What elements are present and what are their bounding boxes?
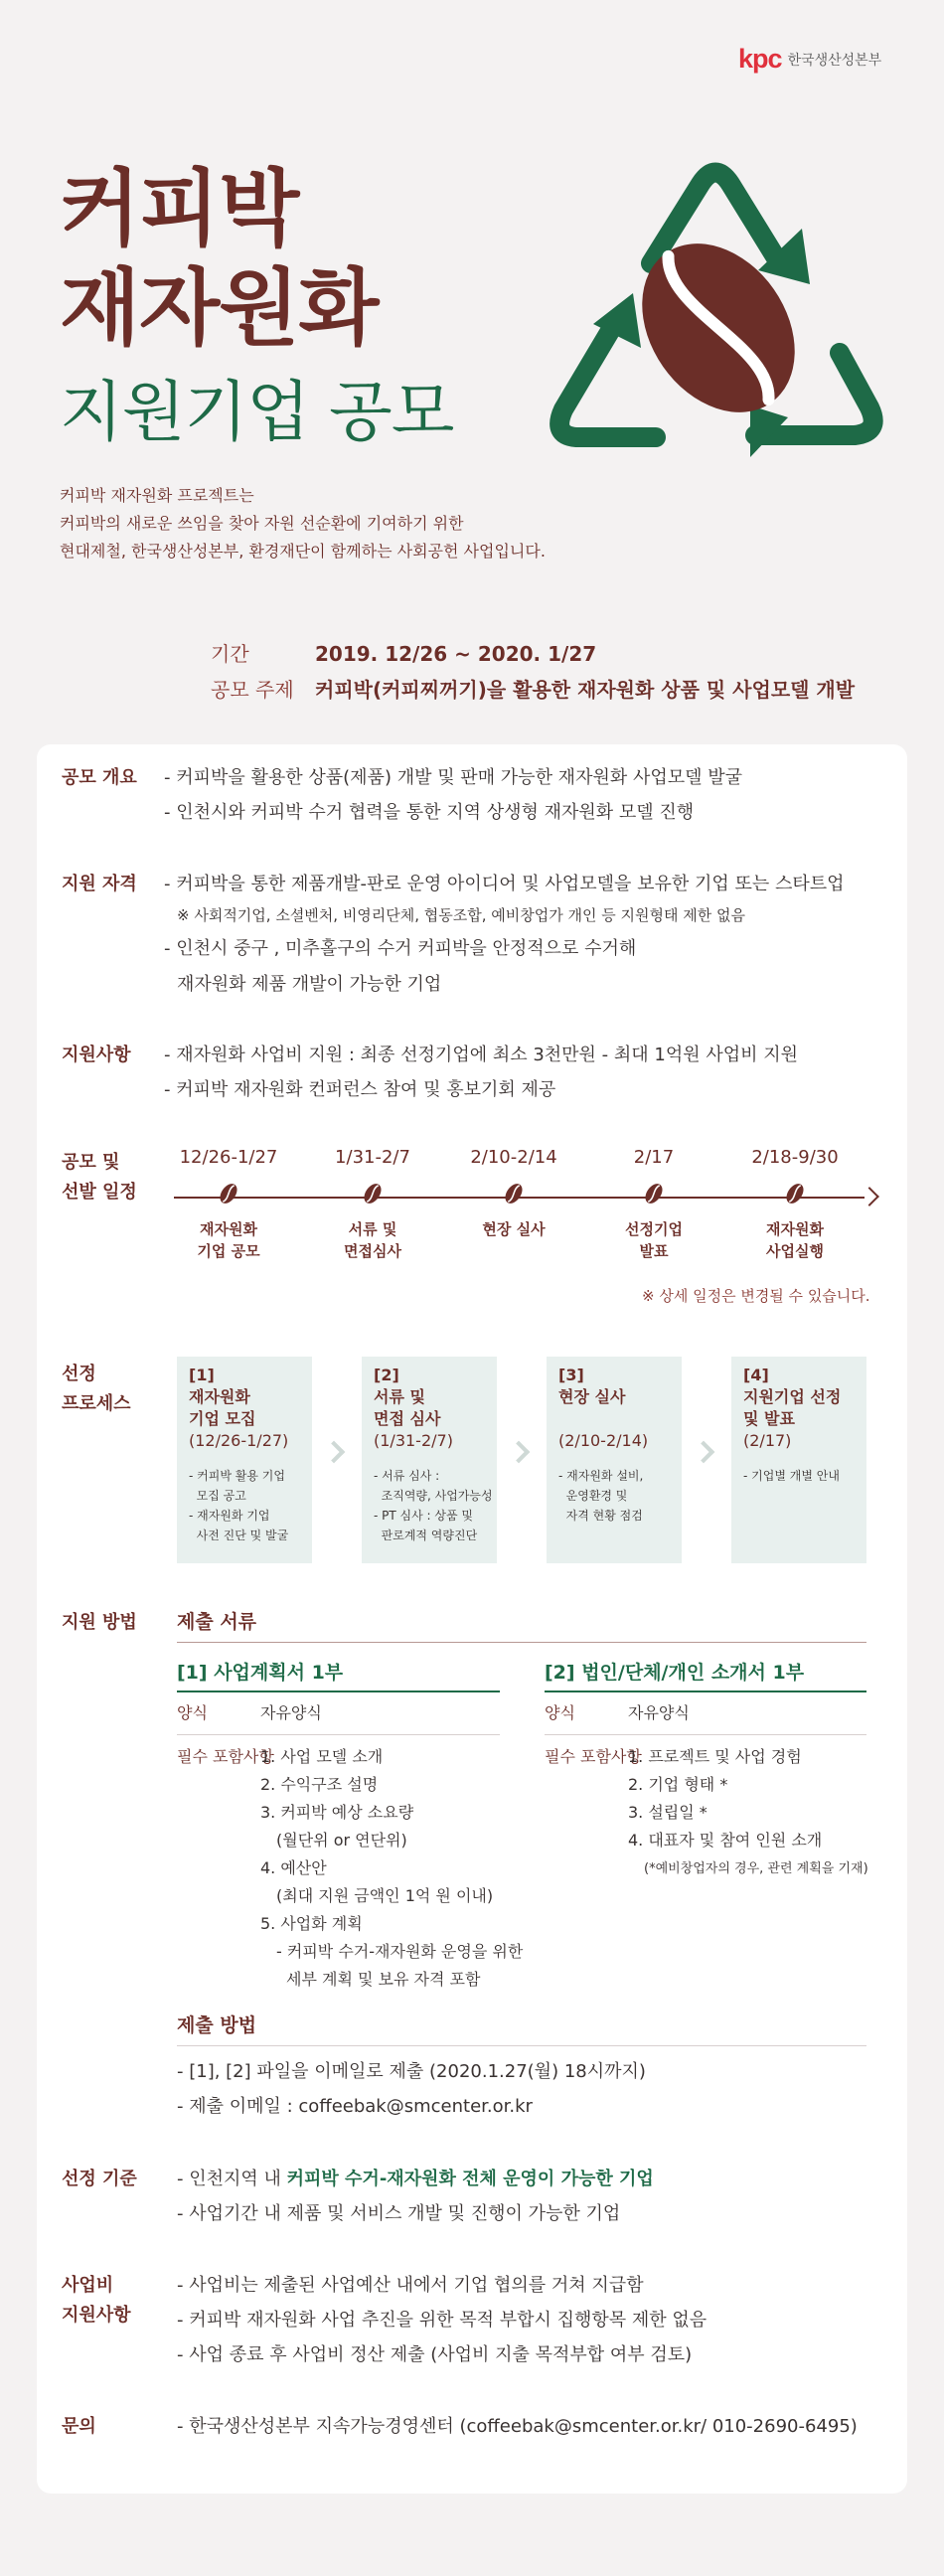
format-key: 양식	[545, 1703, 575, 1722]
step-desc	[189, 1466, 300, 1545]
doc-item: 3. 커피박 예상 소요량	[260, 1803, 414, 1822]
doc-item: 3. 설립일 *	[628, 1803, 708, 1822]
submit-line: - [1], [2] 파일을 이메일로 제출 (2020.1.27(월) 18시까지)	[177, 2061, 646, 2082]
divider	[177, 1642, 866, 1643]
budget-label	[62, 2271, 131, 2331]
doc-item: 1. 사업 모델 소개	[260, 1747, 384, 1766]
doc-item: 5. 사업화 계획	[260, 1914, 363, 1933]
process-step-3	[547, 1357, 682, 1563]
intro-line: 현대제철, 한국생산성본부, 환경재단이 함께하는 사회공헌 사업입니다.	[60, 542, 546, 561]
timeline-item	[159, 1143, 298, 1262]
doc-item: 2. 기업 형태 *	[628, 1775, 728, 1794]
doc1-head: [1] 사업계획서 1부	[177, 1662, 344, 1684]
timeline-item	[303, 1143, 442, 1262]
hero-subtitle: 지원기업 공모	[60, 374, 454, 450]
overview-line: - 인천시와 커피박 수거 협력을 통한 지역 상생형 재자원화 모델 진행	[164, 802, 695, 823]
timeline-label-line: 재자원화	[766, 1220, 824, 1238]
step-desc	[558, 1466, 670, 1526]
budget-label-line: 사업비	[62, 2275, 114, 2296]
step-desc-line: - 커피박 활용 기업	[189, 1469, 285, 1483]
schedule-note: ※ 상세 일정은 변경될 수 있습니다.	[642, 1287, 870, 1305]
timeline-date: 2/10-2/14	[470, 1147, 557, 1168]
doc-item: 4. 대표자 및 참여 인원 소개	[628, 1831, 823, 1850]
req-key-line: 포함사항	[580, 1747, 642, 1766]
process-step-4	[731, 1357, 866, 1563]
overview-label: 공모 개요	[62, 767, 137, 788]
timeline-label	[725, 1218, 865, 1262]
format-value: 자유양식	[628, 1703, 690, 1722]
theme-label: 공모 주제	[211, 678, 294, 702]
period-block	[211, 636, 855, 708]
divider	[545, 1690, 866, 1692]
support-label: 지원사항	[62, 1045, 131, 1065]
budget-line: - 커피박 재자원화 사업 추진을 위한 목적 부합시 집행항목 제한 없음	[177, 2310, 708, 2331]
timeline-label	[444, 1218, 583, 1240]
req-key-line: 포함사항	[213, 1747, 274, 1766]
format-value: 자유양식	[260, 1703, 322, 1722]
hero-title-line2: 재자원화	[60, 259, 379, 357]
criteria-line: - 사업기간 내 제품 및 서비스 개발 및 진행이 가능한 기업	[177, 2203, 621, 2224]
schedule-label-line: 공모 및	[62, 1152, 120, 1173]
doc-item: 2. 수익구조 설명	[260, 1775, 379, 1794]
schedule-label	[62, 1148, 137, 1208]
overview-line: - 커피박을 활용한 상품(제품) 개발 및 판매 가능한 재자원화 사업모델 발굴	[164, 767, 743, 788]
doc-item: 세부 계획 및 보유 자격 포함	[286, 1970, 481, 1989]
eligibility-line: - 커피박을 통한 제품개발-판로 운영 아이디어 및 사업모델을 보유한 기업 또는 스타트업	[164, 874, 845, 894]
theme-value: 커피박(커피찌꺼기)을 활용한 재자원화 상품 및 사업모델 개발	[315, 678, 856, 702]
schedule-label-line: 선발 일정	[62, 1182, 137, 1203]
method-label: 지원 방법	[62, 1612, 137, 1633]
process-step-2	[362, 1357, 497, 1563]
doc-item: (최대 지원 금액인 1억 원 이내)	[276, 1886, 494, 1905]
criteria-label: 선정 기준	[62, 2169, 137, 2189]
step-number: [4]	[743, 1366, 769, 1384]
step-desc-line: - 서류 심사 :	[374, 1469, 440, 1483]
budget-line: - 사업 종료 후 사업비 정산 제출 (사업비 지출 목적부합 여부 검토)	[177, 2344, 693, 2365]
step-date: (2/17)	[743, 1431, 792, 1450]
step-desc	[374, 1466, 493, 1545]
doc-item: (월단위 or 연단위)	[276, 1831, 407, 1850]
timeline-label-line: 재자원화	[200, 1220, 257, 1238]
step-title: 재자원화	[189, 1387, 250, 1406]
logo-mark: kpc	[738, 44, 782, 74]
docs-title: 제출 서류	[177, 1611, 257, 1633]
period-row	[211, 636, 855, 672]
logo-name: 한국생산성본부	[787, 52, 882, 69]
req-key-line: 필수	[545, 1747, 575, 1766]
step-date: (1/31-2/7)	[374, 1431, 453, 1450]
doc2-format	[545, 1699, 690, 1727]
coffee-bean-icon	[785, 1181, 805, 1207]
support-line: - 커피박 재자원화 컨퍼런스 참여 및 홍보기회 제공	[164, 1079, 556, 1100]
intro-line: 커피박 재자원화 프로젝트는	[60, 486, 254, 505]
recycle-coffee-bean-icon	[542, 149, 889, 497]
doc2-head: [2] 법인/단체/개인 소개서 1부	[545, 1662, 805, 1684]
criteria-line-pre: - 인천지역 내	[177, 2169, 287, 2189]
step-title: 서류 및	[374, 1387, 425, 1406]
coffee-bean-icon	[644, 1181, 664, 1207]
hero-title	[60, 159, 379, 358]
eligibility-label: 지원 자격	[62, 874, 137, 894]
divider	[177, 2045, 866, 2046]
period-label: 기간	[211, 642, 249, 666]
step-desc-line: 사전 진단 및 발굴	[189, 1529, 289, 1542]
criteria-line	[177, 2165, 654, 2194]
step-desc	[743, 1466, 855, 1486]
step-title: 면접 심사	[374, 1409, 441, 1428]
timeline-date: 1/31-2/7	[335, 1147, 410, 1168]
doc-item: - 커피박 수거-재자원화 운영을 위한	[276, 1942, 524, 1961]
timeline-date: 2/18-9/30	[751, 1147, 839, 1168]
timeline-label-line: 사업실행	[766, 1242, 824, 1260]
step-number: [3]	[558, 1366, 584, 1384]
theme-row	[211, 672, 855, 708]
eligibility-note: ※ 사회적기업, 소셜벤처, 비영리단체, 협동조합, 예비창업가 개인 등 지원형태 제한 없음	[177, 906, 745, 924]
timeline-item	[584, 1143, 723, 1262]
doc-item: 1. 프로젝트 및 사업 경험	[628, 1747, 802, 1766]
content-card	[37, 744, 907, 2494]
format-key: 양식	[177, 1703, 208, 1722]
req-key-line: 필수	[177, 1747, 208, 1766]
divider	[545, 1734, 866, 1735]
timeline-date: 2/17	[633, 1147, 675, 1168]
doc2-note: (*예비창업자의 경우, 관련 계획을 기재)	[644, 1861, 868, 1876]
submit-title: 제출 방법	[177, 2014, 257, 2036]
step-desc-line: - 재자원화 설비,	[558, 1469, 644, 1483]
timeline-label	[584, 1218, 723, 1262]
step-desc-line: 모집 공고	[189, 1489, 246, 1503]
process-step-1	[177, 1357, 312, 1563]
step-title: 지원기업 선정	[743, 1387, 842, 1406]
step-desc-line: - PT 심사 : 상품 및	[374, 1509, 473, 1523]
step-number: [2]	[374, 1366, 399, 1384]
intro-text	[60, 482, 546, 565]
step-date: (2/10-2/14)	[558, 1431, 649, 1450]
schedule-timeline	[159, 1143, 884, 1272]
criteria-line-emphasis: 커피박 수거-재자원화 전체 운영이 가능한 기업	[286, 2169, 654, 2189]
eligibility-line: - 인천시 중구 , 미추홀구의 수거 커피박을 안정적으로 수거해	[164, 938, 637, 959]
step-desc-line: - 재자원화 기업	[189, 1509, 270, 1523]
timeline-label-line: 기업 공모	[197, 1242, 260, 1260]
step-desc-line: 판로계적 역량진단	[374, 1529, 478, 1542]
timeline-label-line: 선정기업	[625, 1220, 683, 1238]
timeline-label	[159, 1218, 298, 1262]
contact-line: - 한국생산성본부 지속가능경영센터 (coffeebak@smcenter.or.kr/ 010-2690-6495)	[177, 2416, 858, 2437]
timeline-item	[725, 1143, 865, 1262]
support-line: - 재자원화 사업비 지원 : 최종 선정기업에 최소 3천만원 - 최대 1억원 사업비 지원	[164, 1045, 798, 1065]
hero-title-line1: 커피박	[60, 160, 299, 257]
timeline-label-line: 발표	[639, 1242, 669, 1260]
step-desc-line: 운영환경 및	[558, 1489, 628, 1503]
budget-label-line: 지원사항	[62, 2305, 131, 2326]
step-title: 기업 모집	[189, 1409, 256, 1428]
intro-line: 커피박의 새로운 쓰임을 찾아 자원 선순환에 기여하기 위한	[60, 514, 464, 533]
step-desc-line: - 기업별 개별 안내	[743, 1469, 840, 1483]
timeline-label-line: 현장 실사	[482, 1220, 546, 1238]
coffee-bean-icon	[363, 1181, 383, 1207]
contact-label: 문의	[62, 2416, 96, 2437]
period-value: 2019. 12/26 ~ 2020. 1/27	[315, 642, 597, 666]
step-number: [1]	[189, 1366, 215, 1384]
process-label	[62, 1360, 131, 1419]
timeline-label-line: 서류 및	[348, 1220, 397, 1238]
coffee-bean-icon	[504, 1181, 524, 1207]
budget-line: - 사업비는 제출된 사업예산 내에서 기업 협의를 거쳐 지급함	[177, 2275, 644, 2296]
step-date: (12/26-1/27)	[189, 1431, 289, 1450]
divider	[177, 1734, 500, 1735]
doc1-items	[260, 1743, 523, 1994]
step-desc-line: 자격 현황 점검	[558, 1509, 643, 1523]
kpc-logo	[738, 44, 881, 75]
step-title: 현장 실사	[558, 1387, 626, 1406]
doc2-items	[628, 1743, 822, 1854]
coffee-bean-icon	[219, 1181, 238, 1207]
doc1-format	[177, 1699, 322, 1727]
submit-line: - 제출 이메일 : coffeebak@smcenter.or.kr	[177, 2096, 533, 2117]
timeline-label	[303, 1218, 442, 1262]
step-title: 및 발표	[743, 1409, 795, 1428]
divider	[177, 1690, 500, 1692]
process-label-line: 프로세스	[62, 1393, 131, 1414]
step-desc-line: 조직역량, 사업가능성	[374, 1489, 493, 1503]
timeline-date: 12/26-1/27	[179, 1147, 278, 1168]
timeline-label-line: 면접심사	[344, 1242, 401, 1260]
timeline-item	[444, 1143, 583, 1240]
doc-item: 4. 예산안	[260, 1858, 327, 1877]
process-label-line: 선정	[62, 1364, 96, 1384]
eligibility-line: 재자원화 제품 개발이 가능한 기업	[177, 974, 442, 995]
